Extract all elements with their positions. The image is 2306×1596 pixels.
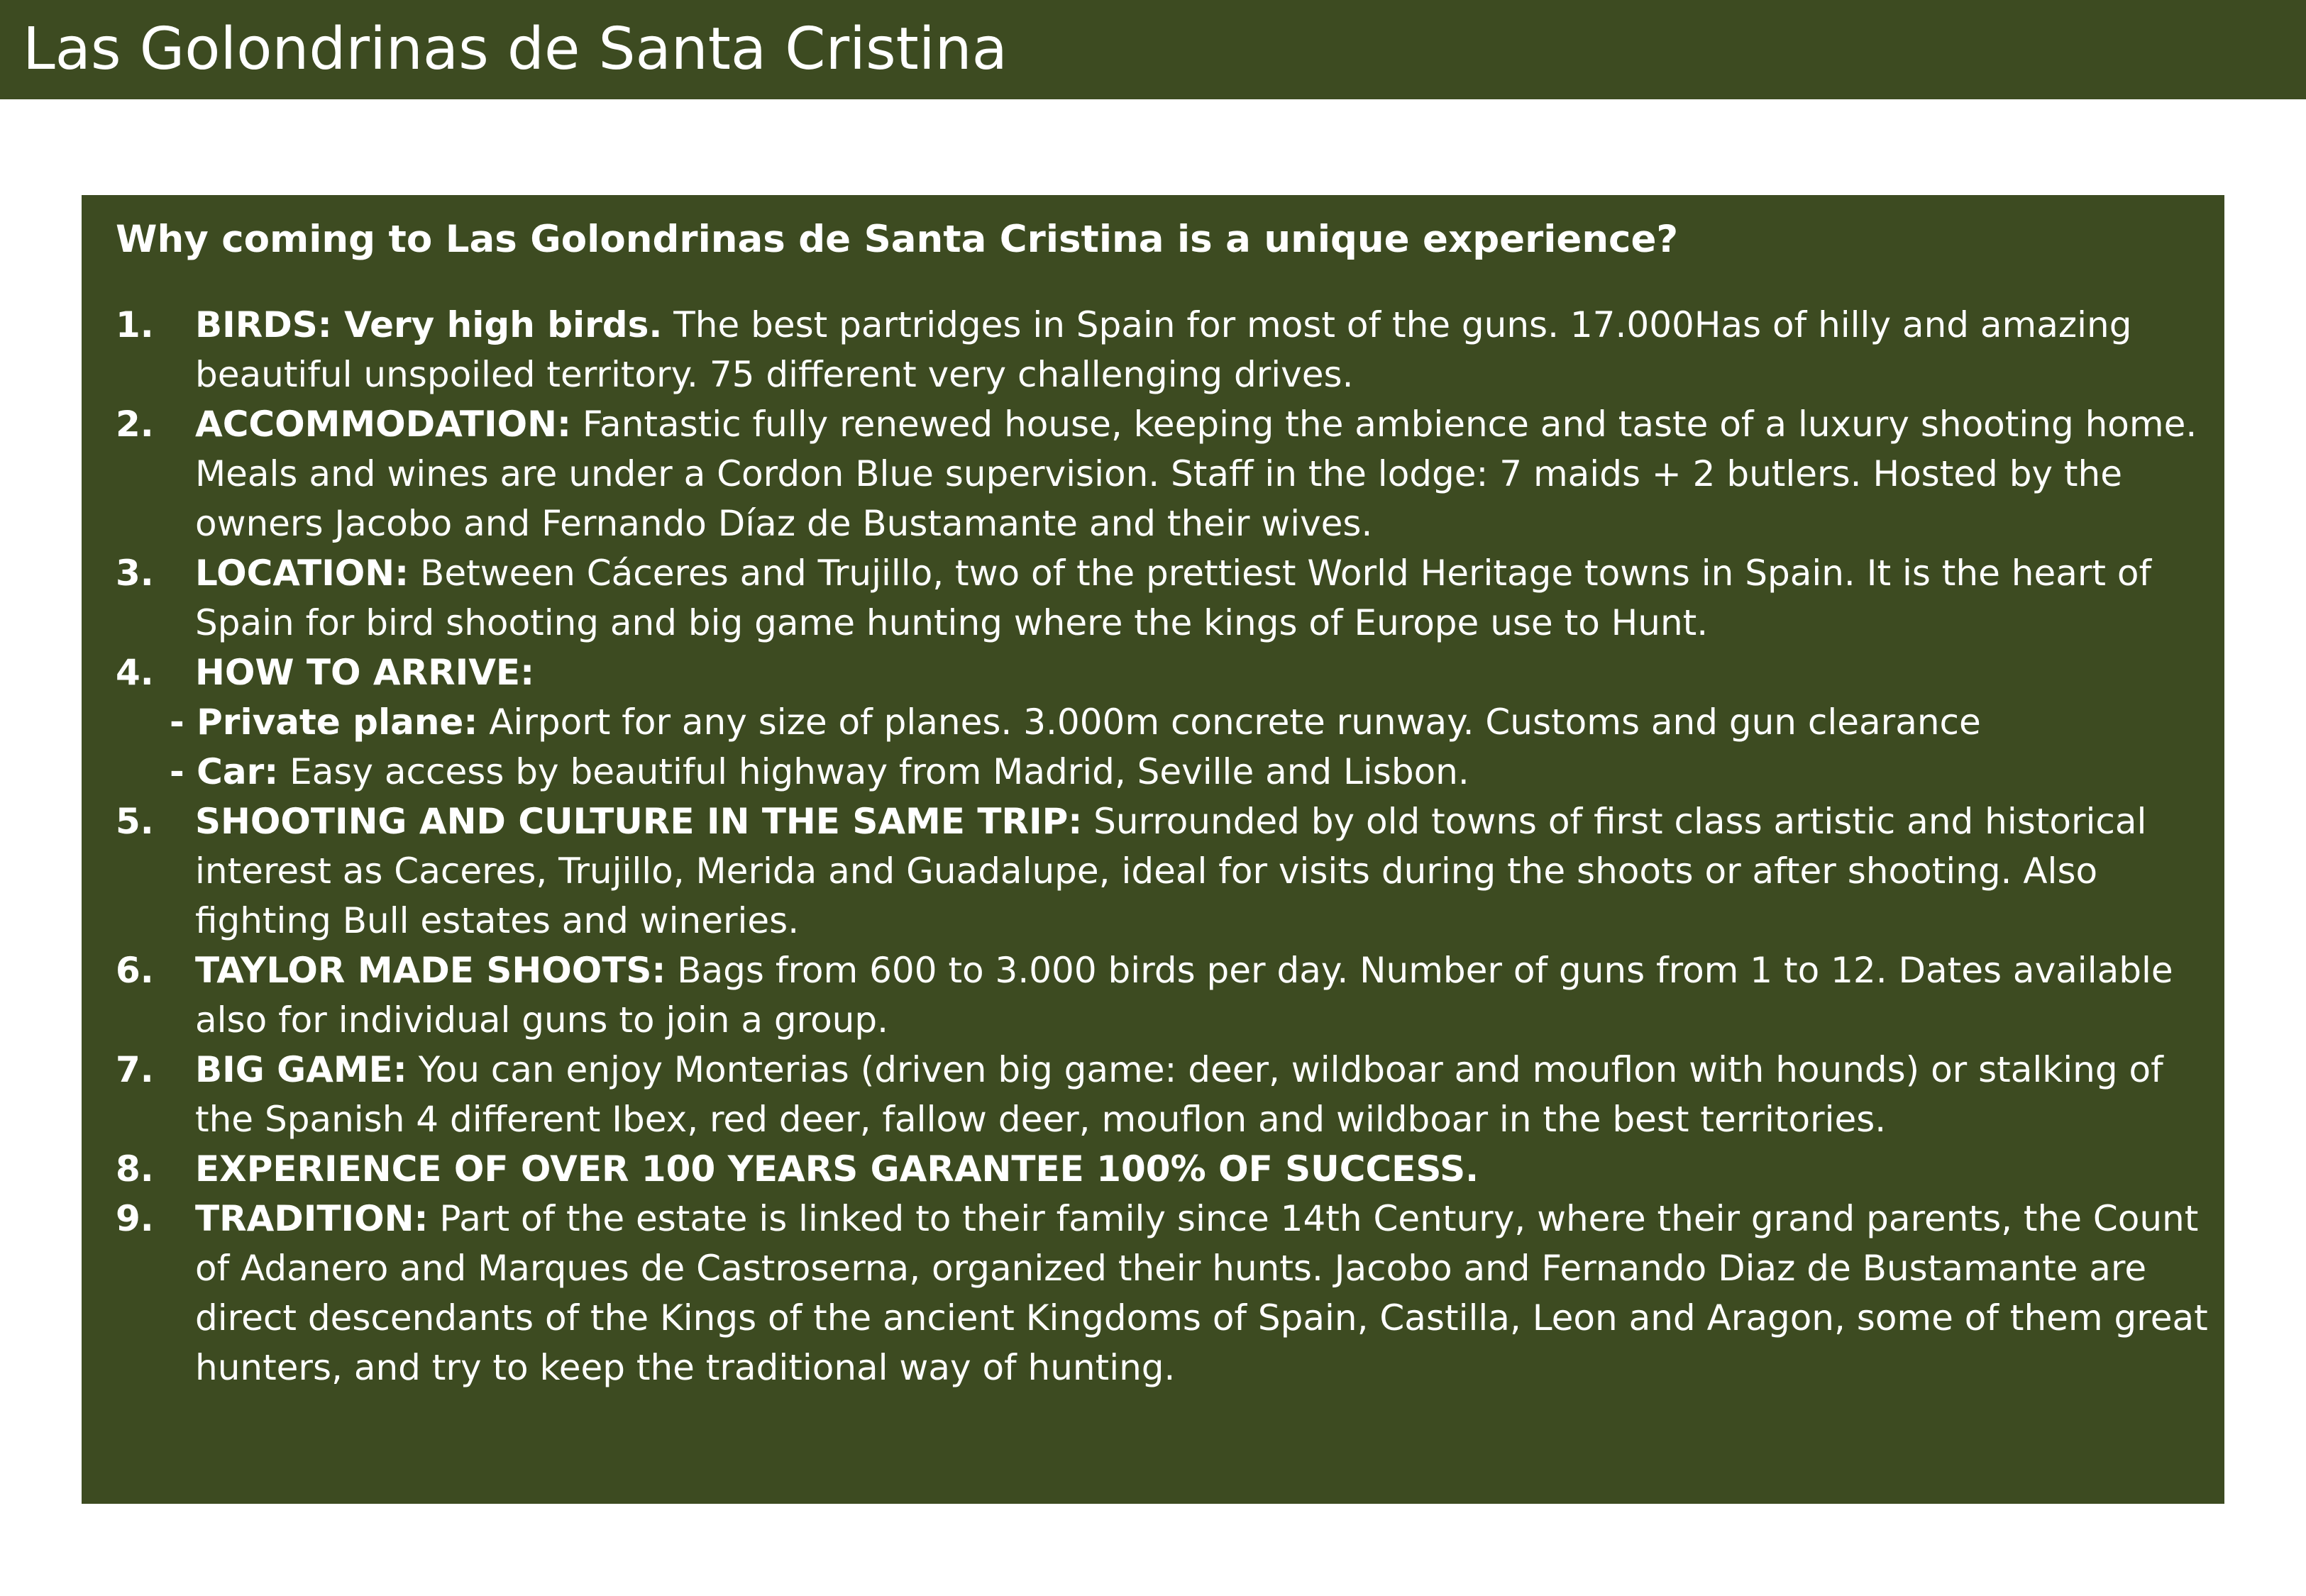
item-label: SHOOTING AND CULTURE IN THE SAME TRIP: — [195, 801, 1083, 842]
reasons-list — [116, 300, 2209, 1392]
arrival-private-plane — [116, 697, 2209, 747]
list-item-birds — [116, 300, 2209, 399]
list-item-taylor-made — [116, 946, 2209, 1045]
item-label: HOW TO ARRIVE: — [195, 652, 535, 693]
item-label: LOCATION: — [195, 553, 409, 594]
arrival-car — [116, 747, 2209, 797]
item-label: BIRDS: Very high birds. — [195, 304, 663, 345]
arrival-text: Airport for any size of planes. 3.000m concrete runway. Customs and gun clearance — [478, 702, 1981, 743]
item-number: 4. — [116, 652, 154, 693]
content-panel — [82, 195, 2224, 1504]
item-text: The best partridges in Spain for most of the guns. 17.000Has of hilly and amazing beautiful unspoiled territory. 75 different very challenging drives. — [195, 304, 2132, 395]
list-item-location — [116, 548, 2209, 648]
item-text: Surrounded by old towns of first class artistic and historical interest as Caceres, Trujillo, Merida and Guadalupe, ideal for visits during the shoots or after shooting. Also fighting Bull estates and wineries. — [195, 801, 2147, 941]
arrival-text: Easy access by beautiful highway from Madrid, Seville and Lisbon. — [278, 751, 1469, 792]
item-label: ACCOMMODATION: — [195, 404, 571, 445]
item-label: TAYLOR MADE SHOOTS: — [195, 950, 666, 991]
list-item-tradition — [116, 1194, 2209, 1392]
list-item-accommodation — [116, 399, 2209, 548]
item-number: 6. — [116, 950, 154, 991]
item-number: 1. — [116, 304, 154, 345]
item-label: TRADITION: — [195, 1198, 429, 1239]
page-title: Las Golondrinas de Santa Cristina — [23, 16, 1008, 83]
arrival-label: - Car: — [170, 751, 279, 792]
list-item-shooting-culture — [116, 797, 2209, 946]
item-number: 2. — [116, 404, 154, 445]
arrival-label: - Private plane: — [170, 702, 478, 743]
item-text: Part of the estate is linked to their family since 14th Century, where their grand parents, the Count of Adanero and Marques de Castroserna, organized their hunts. Jacobo and Fernando Diaz de Bustamante are direct descendants of the Kings of the ancient Kingdoms of Spain, Castilla, Leon and Aragon, some of them great hunters, and try to keep the traditional way of hunting. — [195, 1198, 2208, 1388]
item-label: BIG GAME: — [195, 1049, 407, 1090]
header-bar — [0, 0, 2306, 99]
panel-heading: Why coming to Las Golondrinas de Santa Cristina is a unique experience? — [116, 218, 1679, 261]
item-text: Between Cáceres and Trujillo, two of the prettiest World Heritage towns in Spain. It is the heart of Spain for bird shooting and big game hunting where the kings of Europe use to Hunt. — [195, 553, 2152, 643]
list-item-experience — [116, 1144, 2209, 1194]
item-label: EXPERIENCE OF OVER 100 YEARS GARANTEE 100% OF SUCCESS. — [195, 1148, 1479, 1190]
item-number: 9. — [116, 1198, 154, 1239]
item-number: 7. — [116, 1049, 154, 1090]
item-text: Bags from 600 to 3.000 birds per day. Number of guns from 1 to 12. Dates available also for individual guns to join a group. — [195, 950, 2173, 1041]
item-text: Fantastic fully renewed house, keeping the ambience and taste of a luxury shooting home. Meals and wines are under a Cordon Blue supervision. Staff in the lodge: 7 maids + 2 butlers. Hosted by the owners Jacobo and Fernando Díaz de Bustamante and their wives. — [195, 404, 2197, 544]
item-number: 8. — [116, 1148, 154, 1190]
list-item-how-to-arrive — [116, 648, 2209, 697]
item-text: You can enjoy Monterias (driven big game: deer, wildboar and mouflon with hounds) or stalking of the Spanish 4 different Ibex, red deer, fallow deer, mouflon and wildboar in the best territories. — [195, 1049, 2163, 1140]
item-number: 5. — [116, 801, 154, 842]
item-number: 3. — [116, 553, 154, 594]
list-item-big-game — [116, 1045, 2209, 1144]
